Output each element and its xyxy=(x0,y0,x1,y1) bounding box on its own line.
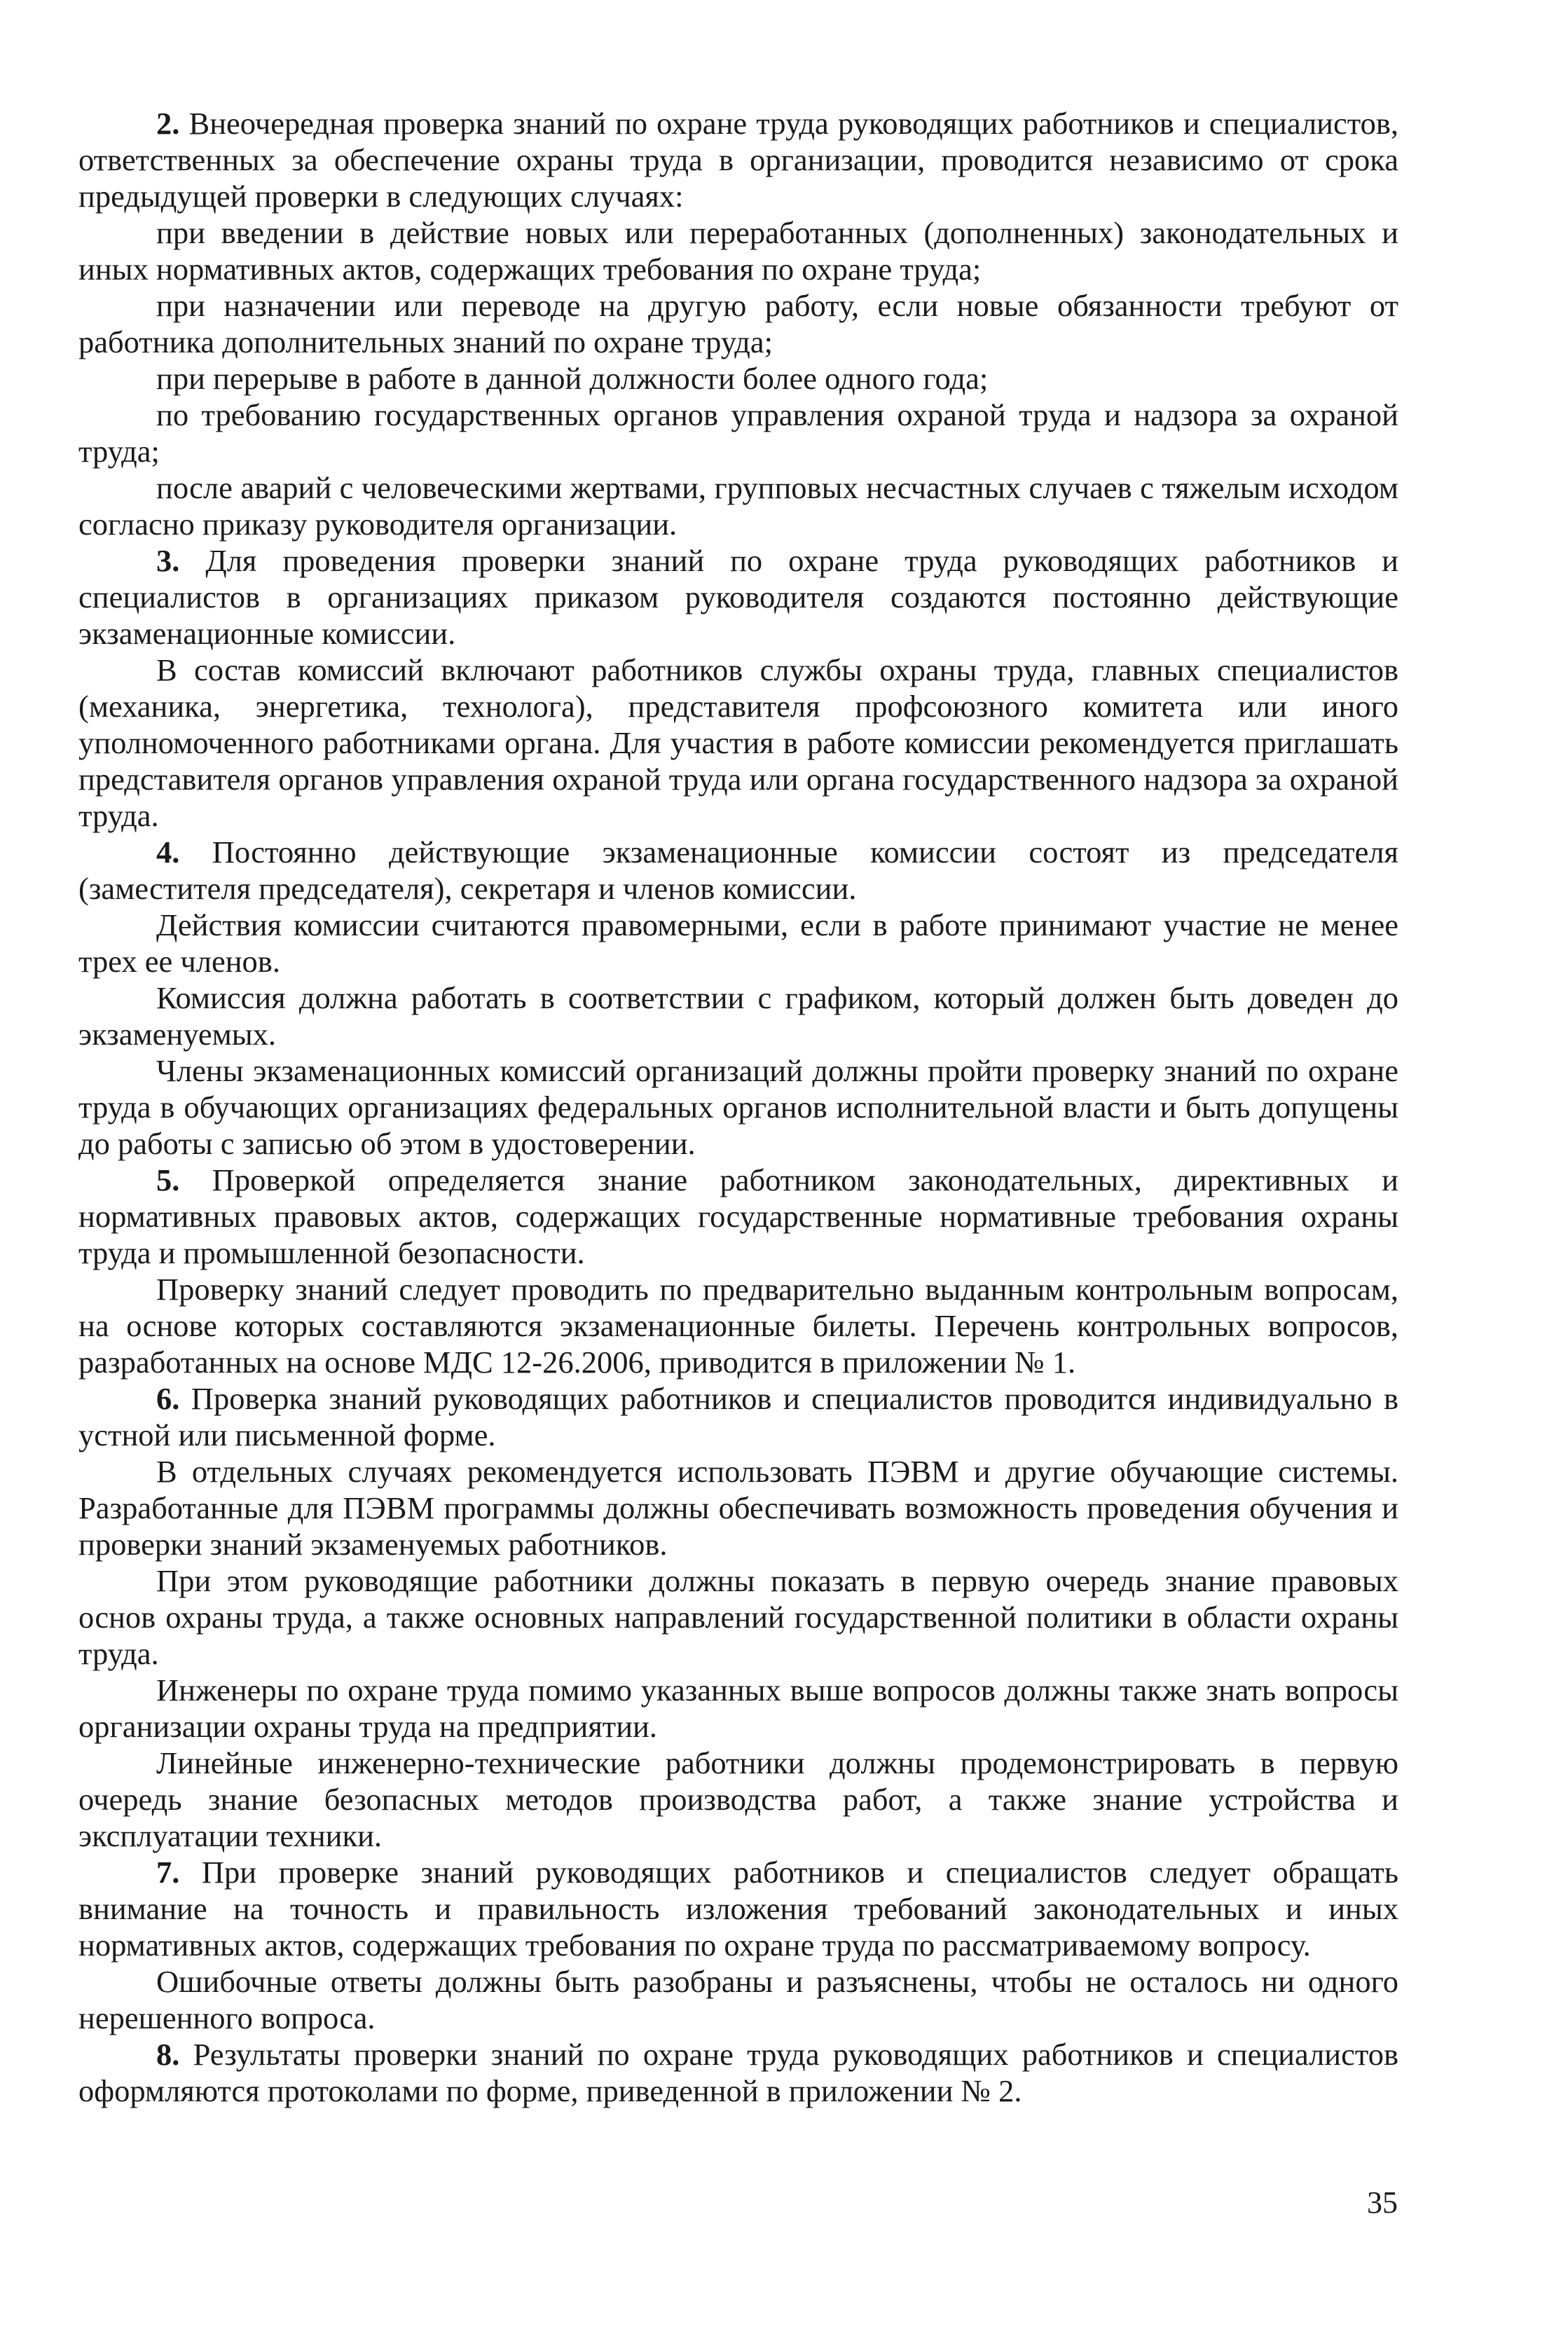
paragraph-number: 4. xyxy=(156,834,180,870)
paragraph-text: Результаты проверки знаний по охране труда руководящих работников и специалистов оформляются протоколами по форме, приведенной в приложении № 2. xyxy=(78,2037,1398,2108)
paragraph-text: при введении в действие новых или переработанных (дополненных) законодательных и иных нормативных актов, содержащих требования по охране труда; xyxy=(78,215,1398,287)
paragraph-1 xyxy=(78,105,1398,214)
paragraph-text: Проверкой определяется знание работником законодательных, директивных и нормативных правовых актов, содержащих государственные нормативные требования охраны труда и промышленной безопасности. xyxy=(78,1162,1398,1270)
paragraph-3 xyxy=(78,287,1398,360)
paragraph-6 xyxy=(78,469,1398,542)
paragraph-2 xyxy=(78,214,1398,287)
paragraph-text: Внеочередная проверка знаний по охране труда руководящих работников и специалистов, ответственных за обеспечение охраны труда в организации, проводится независимо от срока предыдущей проверки в следующих случаях: xyxy=(78,106,1398,214)
paragraph-text: Ошибочные ответы должны быть разобраны и разъяснены, чтобы не осталось ни одного нерешенного вопроса. xyxy=(78,1964,1398,2035)
paragraph-text: При этом руководящие работники должны показать в первую очередь знание правовых основ охраны труда, а также основных направлений государственной политики в области охраны труда. xyxy=(78,1563,1398,1671)
paragraph-11 xyxy=(78,980,1398,1052)
paragraph-14 xyxy=(78,1271,1398,1380)
paragraph-15 xyxy=(78,1380,1398,1453)
paragraph-17 xyxy=(78,1562,1398,1672)
paragraph-text: При проверке знаний руководящих работников и специалистов следует обращать внимание на точность и правильность изложения требований законодательных и иных нормативных актов, содержащих требования по охране труда по рассматриваемому вопросу. xyxy=(78,1855,1398,1963)
paragraph-number: 2. xyxy=(156,106,180,141)
paragraph-10 xyxy=(78,907,1398,980)
paragraph-21 xyxy=(78,1963,1398,2036)
paragraph-text: Линейные инженерно-технические работники должны продемонстрировать в первую очередь знание безопасных методов производства работ, а также знание устройства и эксплуатации техники. xyxy=(78,1745,1398,1853)
paragraph-7 xyxy=(78,542,1398,652)
paragraph-number: 6. xyxy=(156,1381,180,1416)
paragraph-text: Действия комиссии считаются правомерными, если в работе принимают участие не менее трех ее членов. xyxy=(78,907,1398,979)
paragraph-text: при назначении или переводе на другую работу, если новые обязанности требуют от работника дополнительных знаний по охране труда; xyxy=(78,288,1398,359)
paragraph-text: Комиссия должна работать в соответствии с графиком, который должен быть доведен до экзаменуемых. xyxy=(78,980,1398,1052)
paragraph-19 xyxy=(78,1745,1398,1854)
document-page xyxy=(78,105,1398,2277)
paragraph-8 xyxy=(78,652,1398,834)
paragraph-9 xyxy=(78,834,1398,907)
paragraph-text: при перерыве в работе в данной должности более одного года; xyxy=(156,361,989,396)
paragraph-text: Постоянно действующие экзаменационные комиссии состоят из председателя (заместителя председателя), секретаря и членов комиссии. xyxy=(78,834,1398,906)
paragraph-text: Для проведения проверки знаний по охране труда руководящих работников и специалистов в организациях приказом руководителя создаются постоянно действующие экзаменационные комиссии. xyxy=(78,543,1398,651)
paragraph-number: 8. xyxy=(156,2037,180,2072)
paragraph-text: после аварий с человеческими жертвами, групповых несчастных случаев с тяжелым исходом согласно приказу руководителя организации. xyxy=(78,470,1398,542)
paragraph-number: 3. xyxy=(156,543,180,578)
paragraph-18 xyxy=(78,1672,1398,1745)
paragraph-text: В отдельных случаях рекомендуется использовать ПЭВМ и другие обучающие системы. Разработанные для ПЭВМ программы должны обеспечивать возможность проведения обучения и проверки знаний экзаменуемых работников. xyxy=(78,1454,1398,1562)
paragraph-number: 5. xyxy=(156,1162,180,1197)
paragraph-text: Проверка знаний руководящих работников и специалистов проводится индивидуально в устной или письменной форме. xyxy=(78,1381,1398,1452)
paragraph-text: Проверку знаний следует проводить по предварительно выданным контрольным вопросам, на основе которых составляются экзаменационные билеты. Перечень контрольных вопросов, разработанных на основе МДС 12-26.2006, приводится в приложении № 1. xyxy=(78,1272,1398,1380)
paragraph-text: В состав комиссий включают работников службы охраны труда, главных специалистов (механика, энергетика, технолога), представителя профсоюзного комитета или иного уполномоченного работниками органа. Для участия в работе комиссии рекомендуется приглашать представителя органов управления охраной труда или органа государственного надзора за охраной труда. xyxy=(78,652,1398,833)
paragraph-12 xyxy=(78,1052,1398,1162)
paragraph-16 xyxy=(78,1453,1398,1562)
paragraph-text: по требованию государственных органов управления охраной труда и надзора за охраной труда; xyxy=(78,397,1398,469)
paragraph-number: 7. xyxy=(156,1855,180,1890)
paragraph-4 xyxy=(78,360,1398,397)
paragraph-22 xyxy=(78,2036,1398,2109)
paragraph-text: Инженеры по охране труда помимо указанных выше вопросов должны также знать вопросы организации охраны труда на предприятии. xyxy=(78,1672,1398,1744)
paragraph-text: Члены экзаменационных комиссий организаций должны пройти проверку знаний по охране труда в обучающих организациях федеральных органов исполнительной власти и быть допущены до работы с записью об этом в удостоверении. xyxy=(78,1053,1398,1161)
paragraph-13 xyxy=(78,1162,1398,1271)
paragraph-20 xyxy=(78,1854,1398,1963)
paragraph-5 xyxy=(78,397,1398,469)
page-number: 35 xyxy=(1367,2185,1398,2220)
